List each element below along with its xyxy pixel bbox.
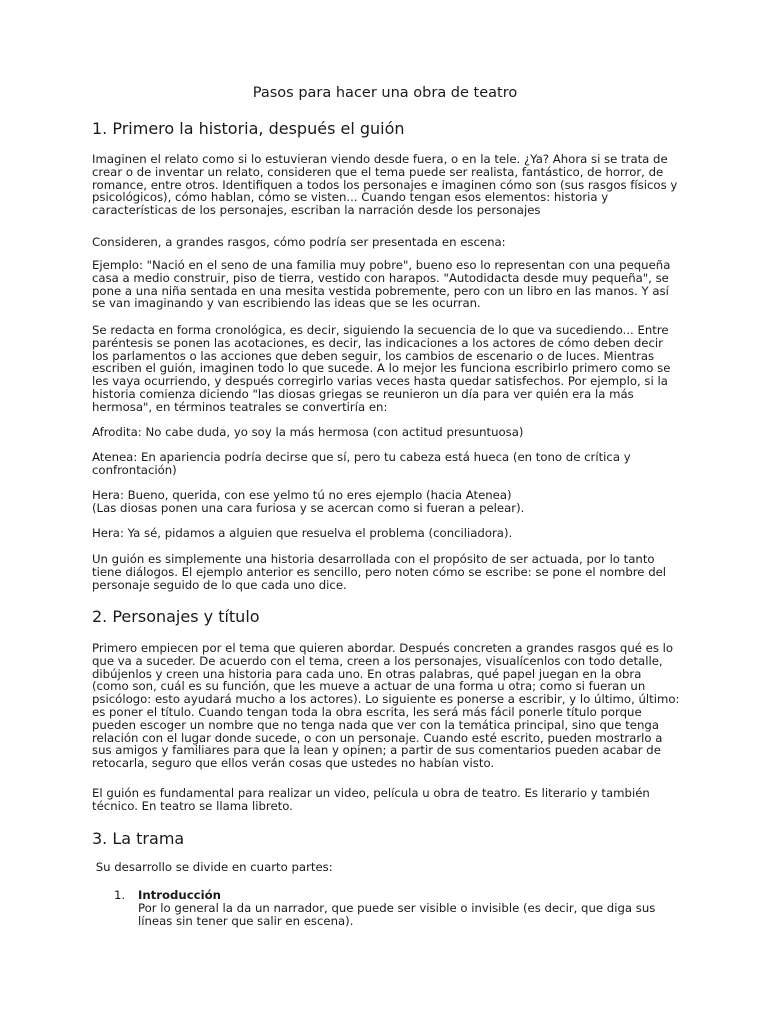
list-item-title: Introducción bbox=[138, 888, 221, 902]
paragraph-line: escriben el guión, imaginen todo lo que sucede. A lo mejor les funciona escribirlo primero como se bbox=[92, 361, 671, 376]
section-heading-3: 3. La trama bbox=[92, 829, 185, 848]
paragraph-line: retocarla, seguro que ellos verán cosas que ustedes no habían visto. bbox=[92, 756, 495, 771]
paragraph-line: Hera: Bueno, querida, con ese yelmo tú no eres ejemplo (hacia Atenea) bbox=[92, 488, 512, 502]
paragraph-line: paréntesis se ponen las acotaciones, es decir, las indicaciones a los actores de cómo deben decir bbox=[92, 335, 663, 350]
paragraph-line: Imaginen el relato como si lo estuvieran viendo desde fuera, o en la tele. ¿Ya? Ahora si se trata de bbox=[92, 152, 668, 166]
paragraph-line: personaje seguido de lo que cada uno dice. bbox=[92, 577, 347, 592]
list-item-line: líneas sin tener que salir en escena). bbox=[138, 913, 354, 928]
list-item-number: 1. bbox=[114, 888, 126, 902]
paragraph-line: Consideren, a grandes rasgos, cómo podría ser presentada en escena: bbox=[92, 235, 506, 249]
section-heading-2: 2. Personajes y título bbox=[92, 607, 260, 626]
paragraph bbox=[92, 259, 678, 310]
paragraph-line: Atenea: En apariencia podría decirse que sí, pero tu cabeza está hueca (en tono de crítica y bbox=[92, 450, 631, 464]
paragraph-line: relación con el lugar donde sucede, o con un personaje. Cuando esté escrito, pueden mostrarlo a bbox=[92, 730, 663, 745]
paragraph bbox=[92, 153, 678, 217]
paragraph-line: hermosa", en términos teatrales se convertiría en: bbox=[92, 399, 388, 414]
paragraph-line: historia comienza diciendo "las diosas griegas se reunieron un día para ver quién era la más bbox=[92, 386, 634, 401]
paragraph-line: Primero empiecen por el tema que quieren abordar. Después concreten a grandes rasgos qué es lo bbox=[92, 641, 674, 655]
paragraph bbox=[92, 642, 678, 770]
paragraph-line: Su desarrollo se divide en cuarto partes: bbox=[92, 860, 333, 874]
paragraph bbox=[92, 236, 678, 249]
paragraph bbox=[92, 861, 678, 874]
paragraph-line: confrontación) bbox=[92, 462, 177, 477]
paragraph-line: (como son, cuál es su función, que les mueve a actuar de una forma u otra; como si fueran un bbox=[92, 679, 646, 694]
paragraph-line: dibújenlos y creen una historia para cada uno. En otras palabras, qué papel juegan en la obra bbox=[92, 666, 642, 681]
paragraph-line: Hera: Ya sé, pidamos a alguien que resuelva el problema (conciliadora). bbox=[92, 526, 513, 540]
paragraph-line: los parlamentos o las acciones que deben seguir, los cambios de escenario o de luces. Mientras bbox=[92, 348, 655, 363]
paragraph-line: sus amigos y familiares para que la lean y opinen; a partir de sus comentarios pueden acabar de bbox=[92, 743, 661, 758]
paragraph-line: romance, entre otros. Identifiquen a todos los personajes e imaginen cómo son (sus rasgos físicos y bbox=[92, 177, 678, 192]
paragraph-line: pone a una niña sentada en una mesita vestida pobremente, pero con un libro en las manos. Y así bbox=[92, 283, 669, 298]
paragraph-line: pueden escoger un nombre que no tenga nada que ver con la temática principal, sino que tenga bbox=[92, 717, 659, 732]
paragraph-line: Se redacta en forma cronológica, es decir, siguiendo la secuencia de lo que va sucediendo... Entre bbox=[92, 323, 669, 337]
paragraph bbox=[92, 553, 678, 591]
paragraph bbox=[92, 527, 678, 540]
paragraph bbox=[92, 489, 678, 515]
paragraph bbox=[92, 426, 678, 439]
paragraph-line: crear o de inventar un relato, consideren que el tema puede ser realista, fantástico, de horror, de bbox=[92, 164, 664, 179]
paragraph-line: Afrodita: No cabe duda, yo soy la más hermosa (con actitud presuntuosa) bbox=[92, 425, 524, 439]
paragraph-line: psicólogo: esto ayudará mucho a los actores). Lo siguiente es ponerse a escribir, y lo último, último: bbox=[92, 692, 680, 707]
paragraph-line: El guión es fundamental para realizar un video, película u obra de teatro. Es literario y también bbox=[92, 786, 650, 800]
paragraph-line: tiene diálogos. El ejemplo anterior es sencillo, pero noten cómo se escribe: se pone el nombre del bbox=[92, 564, 667, 579]
paragraph-line: les vaya ocurriendo, y después corregirlo varias veces hasta quedar satisfechos. Por ejemplo, si la bbox=[92, 374, 668, 389]
section-heading-1: 1. Primero la historia, después el guión bbox=[92, 119, 405, 138]
paragraph bbox=[92, 787, 678, 813]
paragraph-line: que va a suceder. De acuerdo con el tema, creen a los personajes, visualícenlos con todo detalle, bbox=[92, 653, 663, 668]
paragraph-line: Ejemplo: "Nació en el seno de una familia muy pobre", bueno eso lo representan con una pequeña bbox=[92, 258, 671, 272]
paragraph-line: se van imaginando y van escribiendo las ideas que se les ocurran. bbox=[92, 296, 481, 311]
paragraph-line: es poner el título. Cuando tengan toda la obra escrita, les será más fácil ponerle título porque bbox=[92, 704, 642, 719]
paragraph-line: casa a medio construir, piso de tierra, vestido con harapos. "Autodidacta desde muy pequeña", se bbox=[92, 270, 669, 285]
list-item-line: Por lo general la da un narrador, que puede ser visible o invisible (es decir, que diga sus bbox=[138, 900, 656, 915]
paragraph-line: técnico. En teatro se llama libreto. bbox=[92, 798, 293, 813]
paragraph-line: psicológicos), cómo hablan, cómo se visten... Cuando tengan esos elementos: historia y bbox=[92, 190, 609, 205]
paragraph-line: Un guión es simplemente una historia desarrollada con el propósito de ser actuada, por lo tanto bbox=[92, 552, 655, 566]
paragraph-line: características de los personajes, escriban la narración desde los personajes bbox=[92, 203, 541, 218]
paragraph bbox=[92, 451, 678, 477]
paragraph bbox=[92, 324, 678, 414]
document-title: Pasos para hacer una obra de teatro bbox=[252, 85, 518, 101]
list-item-body bbox=[138, 889, 678, 927]
paragraph-line: (Las diosas ponen una cara furiosa y se acercan como si fueran a pelear). bbox=[92, 500, 525, 515]
